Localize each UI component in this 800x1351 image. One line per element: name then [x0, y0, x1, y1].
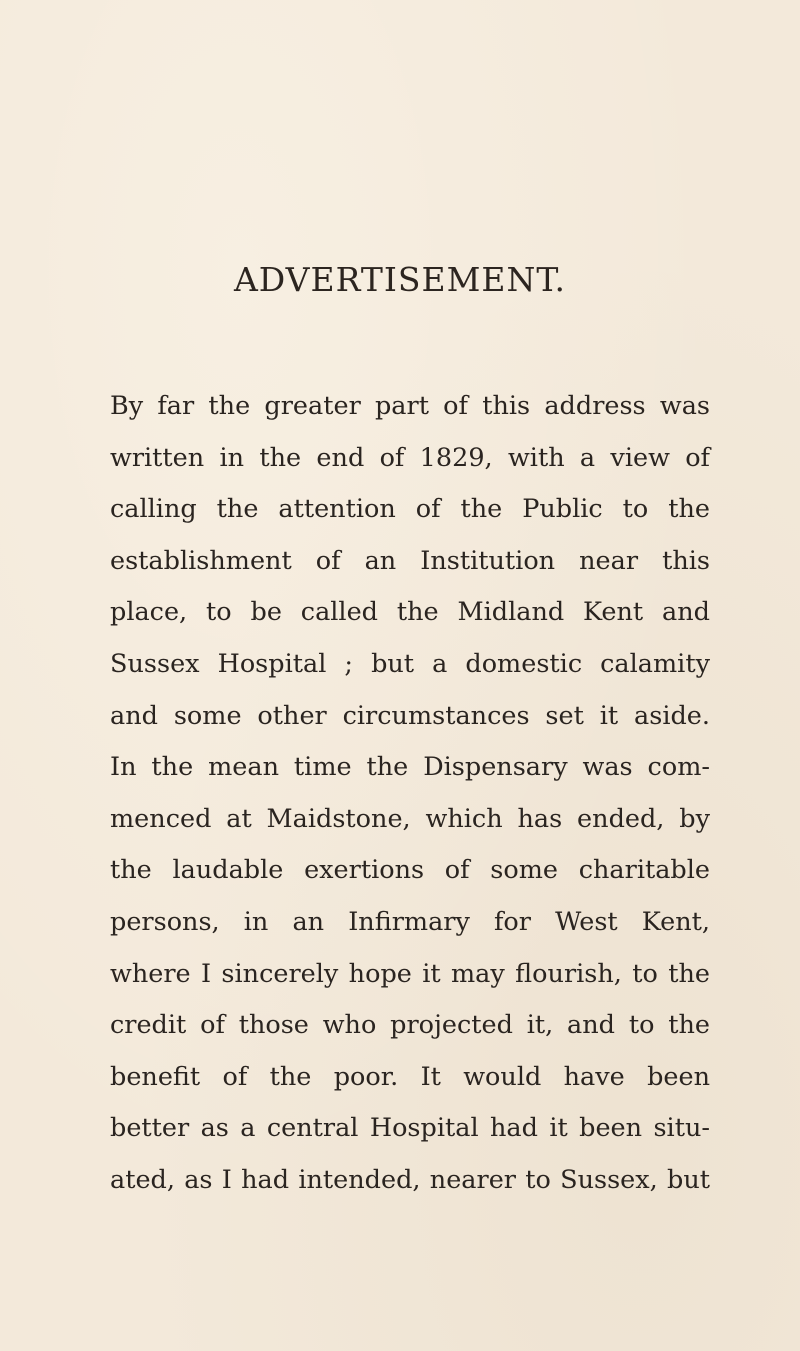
- body-paragraph: [110, 381, 710, 1207]
- text-line: where I sincerely hope it may flourish, to the: [110, 958, 710, 989]
- text-line: better as a central Hospital had it been situ-: [110, 1113, 710, 1144]
- text-line: ated, as I had intended, nearer to Sussex, but: [110, 1164, 710, 1195]
- text-line: benefit of the poor. It would have been: [110, 1061, 710, 1092]
- page-heading: ADVERTISEMENT.: [233, 260, 567, 299]
- text-line: In the mean time the Dispensary was com-: [110, 752, 710, 783]
- text-line: By far the greater part of this address was: [110, 391, 710, 421]
- text-line: and some other circumstances set it aside.: [110, 700, 710, 731]
- text-line: establishment of an Institution near this: [110, 545, 710, 576]
- text-line: calling the attention of the Public to the: [110, 494, 710, 525]
- text-line: the laudable exertions of some charitable: [110, 855, 710, 886]
- text-line: credit of those who projected it, and to the: [110, 1010, 710, 1041]
- text-line: written in the end of 1829, with a view of: [110, 442, 710, 473]
- text-line: persons, in an Infirmary for West Kent,: [110, 906, 710, 937]
- text-line: Sussex Hospital ; but a domestic calamity: [110, 648, 710, 679]
- text-line: menced at Maidstone, which has ended, by: [110, 803, 710, 834]
- text-line: place, to be called the Midland Kent and: [110, 597, 710, 628]
